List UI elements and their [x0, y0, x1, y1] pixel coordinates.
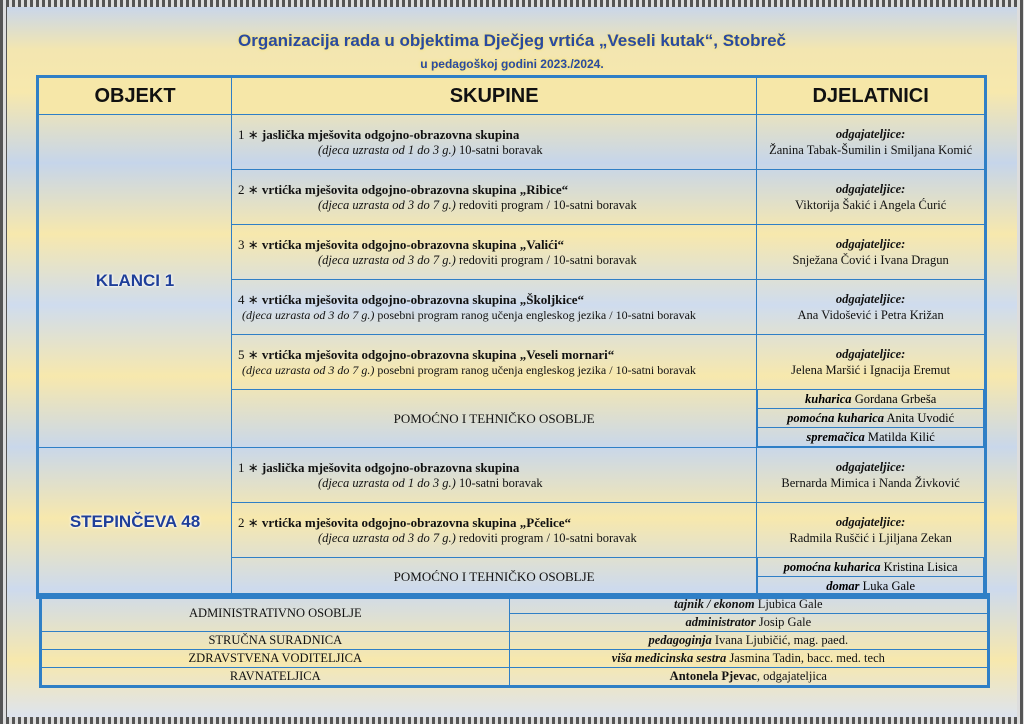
staff-cell: odgajateljice: Viktorija Šakić i Angela Ćurić	[757, 170, 986, 225]
support-staff-item: kuharica Gordana Grbeša	[758, 390, 984, 409]
admin-row-label: RAVNATELJICA	[41, 668, 510, 687]
header-objekt: OBJEKT	[38, 77, 232, 115]
admin-staff-item: tajnik / ekonom Ljubica Gale	[509, 595, 988, 614]
staff-cell: odgajateljice: Snježana Čović i Ivana Dragun	[757, 225, 986, 280]
admin-row-value: Antonela Pjevac, odgajateljica	[509, 668, 988, 687]
admin-row-label: STRUČNA SURADNICA	[41, 632, 510, 650]
admin-staff-item: administrator Josip Gale	[509, 614, 988, 632]
admin-row-value: pedagoginja Ivana Ljubičić, mag. paed.	[509, 632, 988, 650]
staff-cell: odgajateljice: Radmila Ruščić i Ljiljana Zekan	[757, 503, 986, 558]
table-row	[38, 448, 986, 503]
header-djelatnici: DJELATNICI	[757, 77, 986, 115]
staff-cell: odgajateljice: Bernarda Mimica i Nanda Živković	[757, 448, 986, 503]
support-staff-item: domar Luka Gale	[758, 577, 984, 596]
admin-row-value: viša medicinska sestra Jasmina Tadin, bacc. med. tech	[509, 650, 988, 668]
document-sheet	[7, 7, 1017, 717]
support-staff-cell	[757, 558, 986, 598]
header-skupine: SKUPINE	[232, 77, 757, 115]
admin-row-label: ZDRAVSTVENA VODITELJICA	[41, 650, 510, 668]
organization-table	[36, 75, 987, 599]
group-cell: 5 ∗ vrtićka mješovita odgojno-obrazovna skupina „Veseli mornari“ (djeca uzrasta od 3 do 7 g.) posebni program ranog učenja engleskog jezika / 10-satni boravak	[232, 335, 757, 390]
staff-cell: odgajateljice: Ana Vidošević i Petra Križan	[757, 280, 986, 335]
group-cell: 3 ∗ vrtićka mješovita odgojno-obrazovna skupina „Valići“ (djeca uzrasta od 3 do 7 g.) redoviti program / 10-satni boravak	[232, 225, 757, 280]
support-staff-cell	[757, 390, 986, 448]
group-cell: 2 ∗ vrtićka mješovita odgojno-obrazovna skupina „Pčelice“ (djeca uzrasta od 3 do 7 g.) redoviti program / 10-satni boravak	[232, 503, 757, 558]
page-subtitle: u pedagoškoj godini 2023./2024.	[420, 57, 604, 71]
support-staff-label: POMOĆNO I TEHNIČKO OSOBLJE	[232, 558, 757, 598]
group-cell: 1 ∗ jaslička mješovita odgojno-obrazovna skupina (djeca uzrasta od 1 do 3 g.) 10-satni boravak	[232, 448, 757, 503]
group-cell: 2 ∗ vrtićka mješovita odgojno-obrazovna skupina „Ribice“ (djeca uzrasta od 3 do 7 g.) redoviti program / 10-satni boravak	[232, 170, 757, 225]
table-header-row	[38, 77, 986, 115]
support-staff-item: pomoćna kuharica Anita Uvodić	[758, 409, 984, 428]
support-staff-item: spremačica Matilda Kilić	[758, 428, 984, 447]
object-name: KLANCI 1	[38, 115, 232, 448]
table-row	[38, 115, 986, 170]
staff-cell: odgajateljice: Jelena Maršić i Ignacija Eremut	[757, 335, 986, 390]
staff-cell: odgajateljice: Žanina Tabak-Šumilin i Smiljana Komić	[757, 115, 986, 170]
support-staff-label: POMOĆNO I TEHNIČKO OSOBLJE	[232, 390, 757, 448]
group-cell: 4 ∗ vrtićka mješovita odgojno-obrazovna skupina „Školjkice“ (djeca uzrasta od 3 do 7 g.) posebni program ranog učenja engleskog jezika / 10-satni boravak	[232, 280, 757, 335]
page-title: Organizacija rada u objektima Dječjeg vrtića „Veseli kutak“, Stobreč	[237, 31, 786, 50]
object-name: STEPINČEVA 48	[38, 448, 232, 598]
administration-table	[39, 593, 990, 688]
group-cell: 1 ∗ jaslička mješovita odgojno-obrazovna skupina (djeca uzrasta od 1 do 3 g.) 10-satni boravak	[232, 115, 757, 170]
support-staff-item: pomoćna kuharica Kristina Lisica	[758, 558, 984, 577]
admin-staff-label: ADMINISTRATIVNO OSOBLJE	[41, 595, 510, 632]
